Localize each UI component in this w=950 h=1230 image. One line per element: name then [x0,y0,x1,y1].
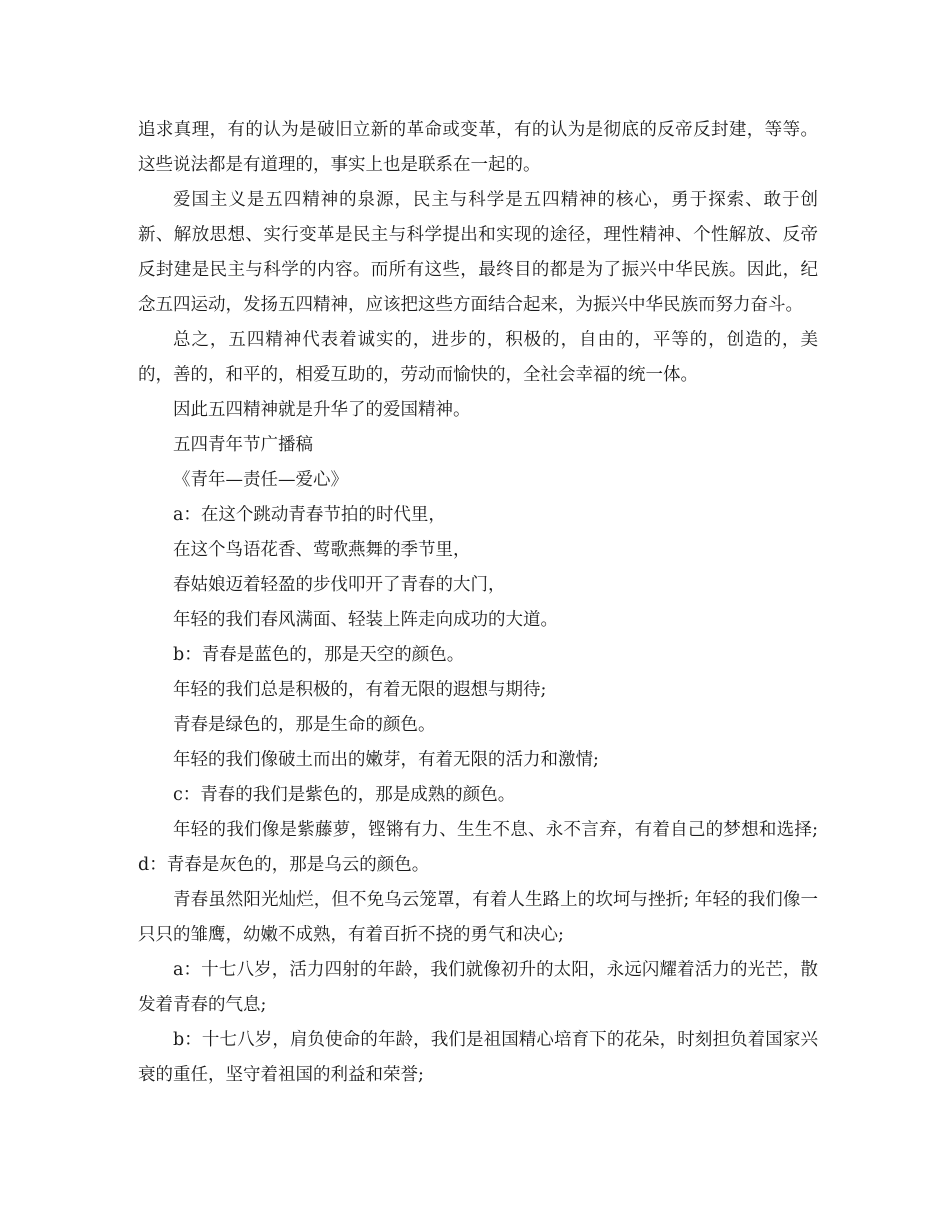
paragraph: a：十七八岁，活力四射的年龄，我们就像初升的太阳，永远闪耀着活力的光芒，散发着青春的气息; [138,960,818,1015]
paragraph: 《青年—责任—爱心》 [173,470,348,490]
paragraph: b：十七八岁，肩负使命的年龄，我们是祖国精心培育下的花朵，时刻担负着国家兴衰的重任，坚守着祖国的利益和荣誉; [138,1030,818,1085]
paragraph: 青春是绿色的，那是生命的颜色。 [173,715,436,735]
paragraph: 青春虽然阳光灿烂，但不免乌云笼罩，有着人生路上的坎坷与挫折; 年轻的我们像一只只的雏鹰，幼嫩不成熟，有着百折不挠的勇气和决心; [138,890,818,945]
document-body [138,113,818,1093]
paragraph: 在这个鸟语花香、莺歌燕舞的季节里， [173,540,471,560]
paragraph: 年轻的我们像是紫藤萝，铿锵有力、生生不息、永不言弃，有着自己的梦想和选择; d：青春是灰色的，那是乌云的颜色。 [138,820,818,875]
paragraph: c：青春的我们是紫色的，那是成熟的颜色。 [173,785,516,805]
paragraph: 总之，五四精神代表着诚实的，进步的，积极的，自由的，平等的，创造的，美的，善的，和平的，相爱互助的，劳动而愉快的，全社会幸福的统一体。 [138,330,818,385]
paragraph: 因此五四精神就是升华了的爱国精神。 [173,400,471,420]
paragraph: 追求真理，有的认为是破旧立新的革命或变革，有的认为是彻底的反帝反封建，等等。这些说法都是有道理的，事实上也是联系在一起的。 [138,120,818,175]
paragraph: a：在这个跳动青春节拍的时代里， [173,505,446,525]
paragraph: 春姑娘迈着轻盈的步伐叩开了青春的大门， [173,575,506,595]
paragraph: 爱国主义是五四精神的泉源，民主与科学是五四精神的核心，勇于探索、敢于创新、解放思想、实行变革是民主与科学提出和实现的途径，理性精神、个性解放、反帝反封建是民主与科学的内容。而所有这些，最终目的都是为了振兴中华民族。因此，纪念五四运动，发扬五四精神，应该把这些方面结合起来，为振兴中华民族而努力奋斗。 [138,190,818,315]
paragraph: 年轻的我们春风满面、轻装上阵走向成功的大道。 [173,610,558,630]
paragraph: 年轻的我们总是积极的，有着无限的遐想与期待; [173,680,547,700]
paragraph: 五四青年节广播稿 [173,435,313,455]
paragraph: 年轻的我们像破土而出的嫩芽，有着无限的活力和激情; [173,750,599,770]
paragraph: b：青春是蓝色的，那是天空的颜色。 [173,645,465,665]
